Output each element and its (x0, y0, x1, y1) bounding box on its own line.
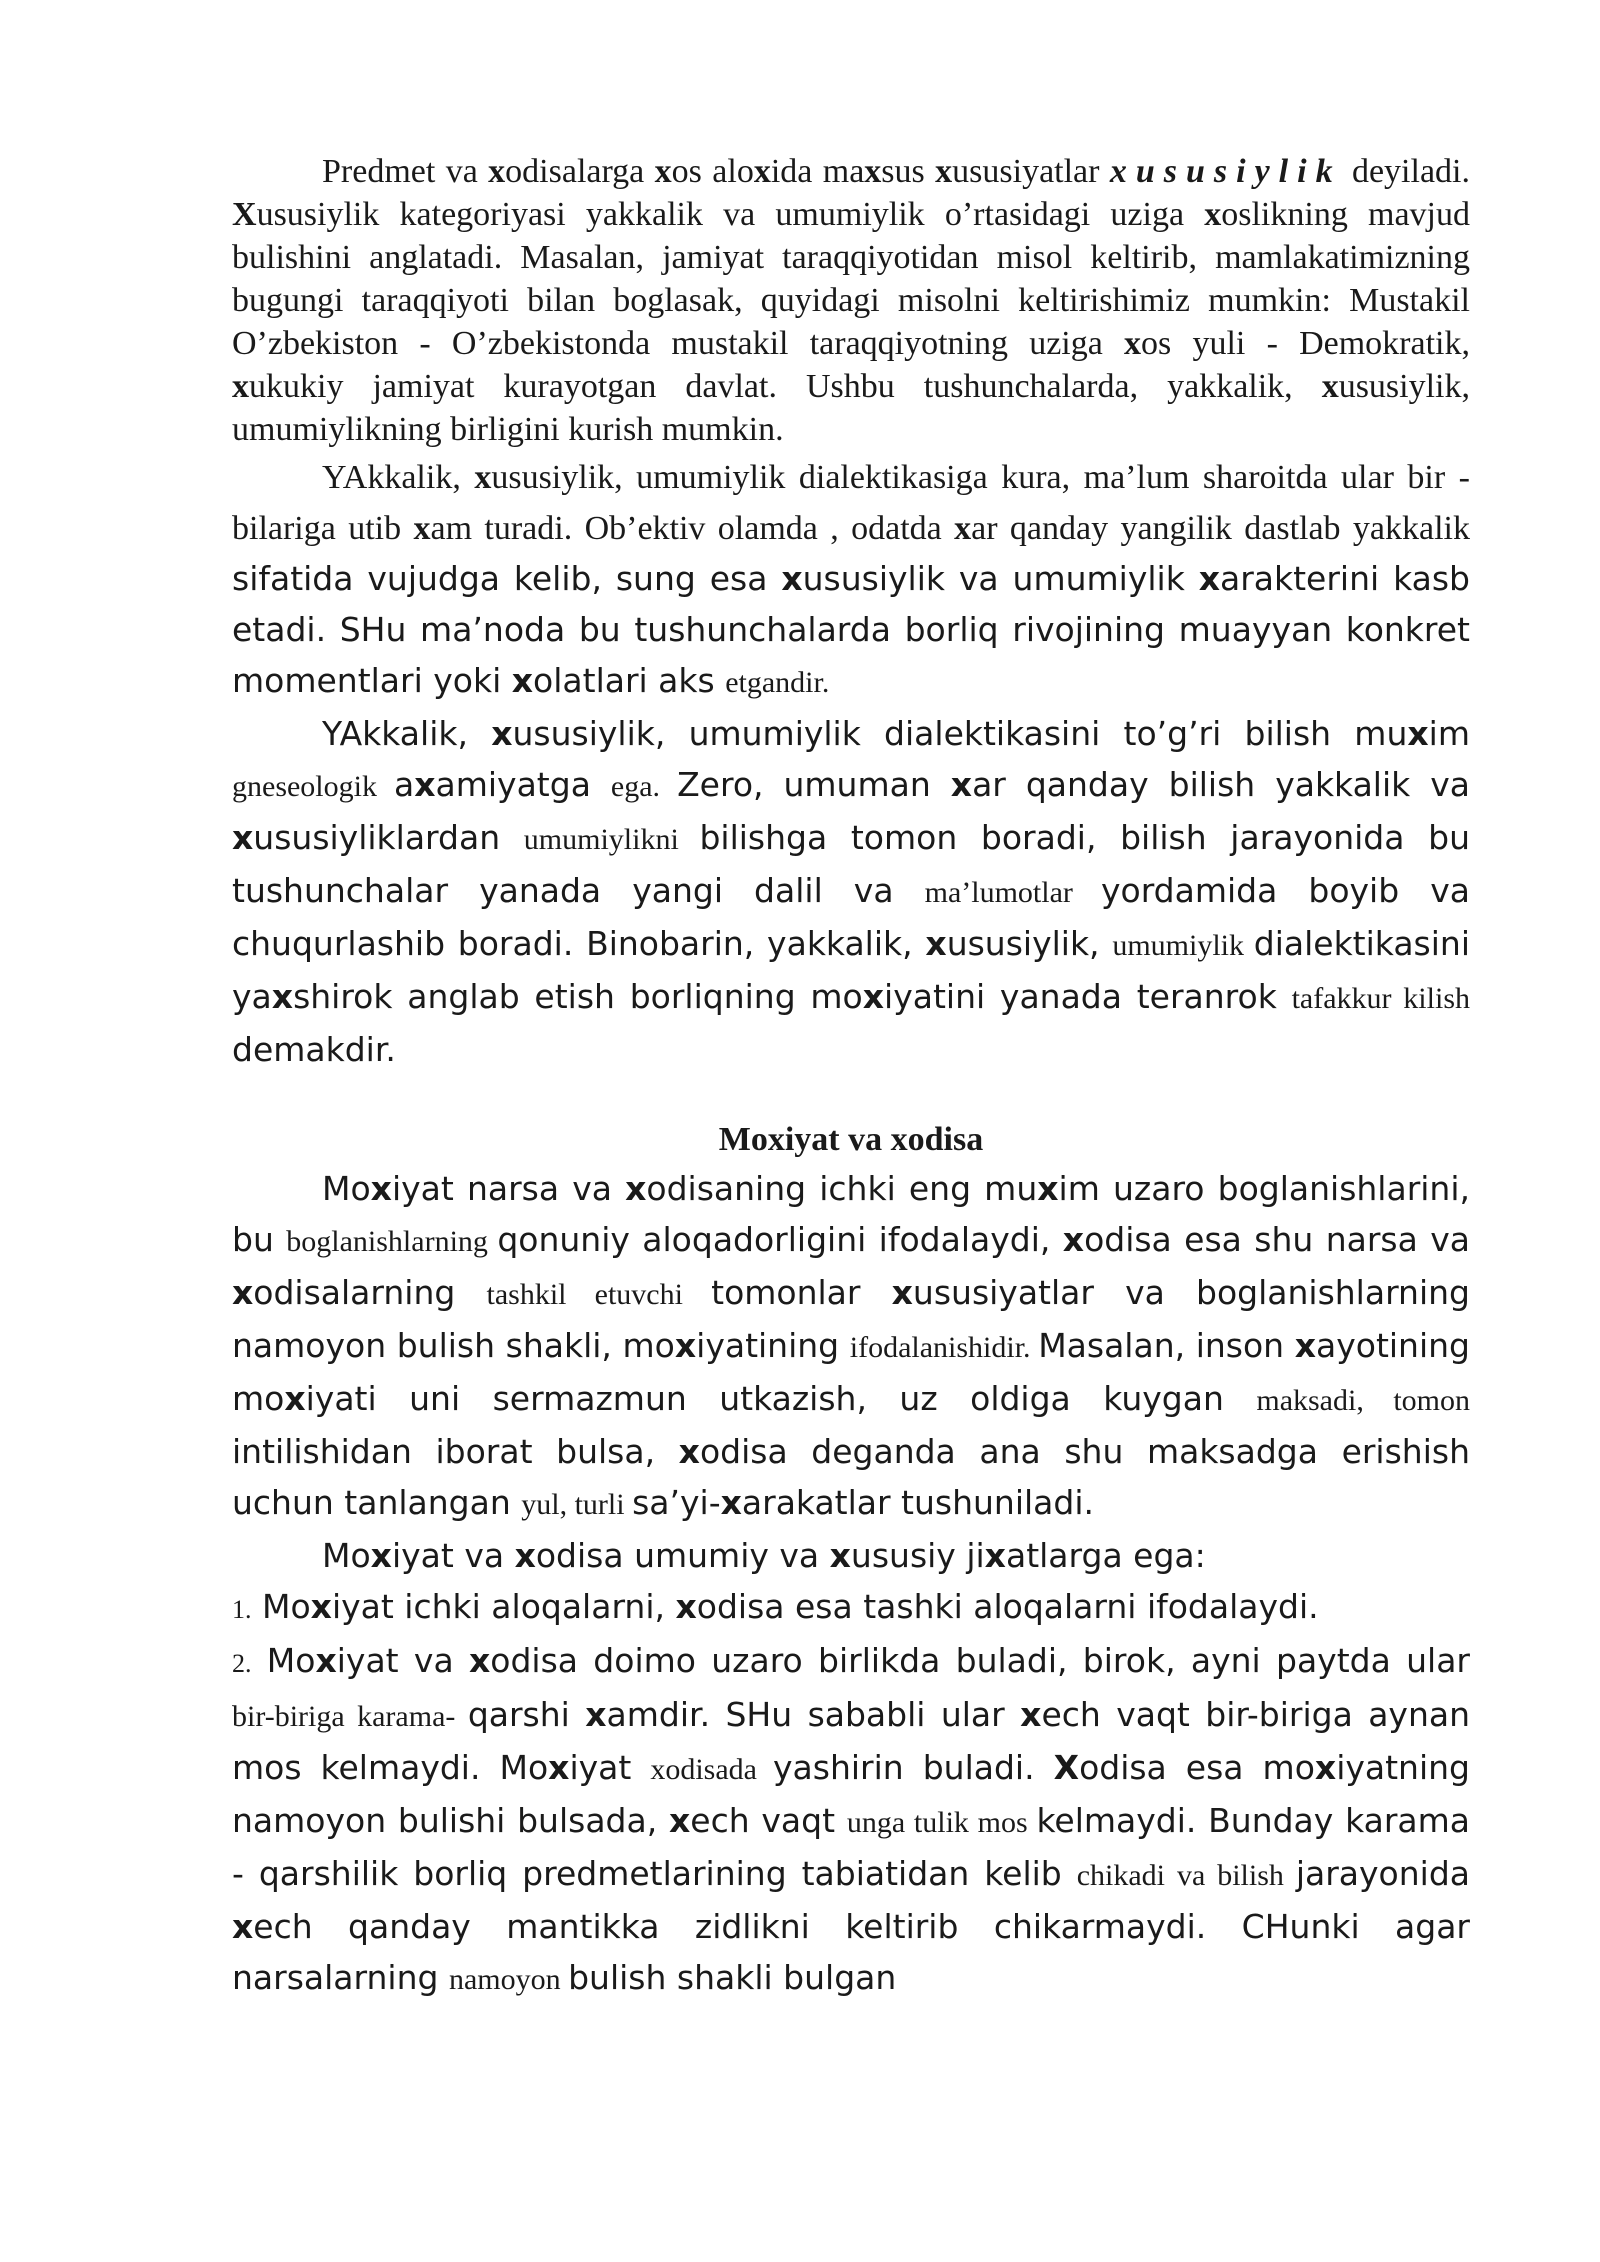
text: olatlari aks (533, 661, 726, 700)
text: boglanishlarning (286, 1225, 498, 1258)
bold-letter: x (284, 1379, 306, 1418)
text: am turadi. Ob’ektiv olamda , odatda (430, 510, 955, 547)
text: ech qanday mantikka zidlikni keltirib chikarmaydi. CHunki agar narsalarning (232, 1907, 1470, 1997)
bold-letter: X (1053, 1748, 1080, 1787)
text: ususiylik, umumiylik dialektikasiga kura, ma’lum sharoitda ular bir - bilariga utib (232, 459, 1471, 547)
text: xodisada (650, 1753, 774, 1786)
bold-letter: x (950, 765, 973, 804)
bold-letter: x (370, 1536, 392, 1575)
bold-letter: x (954, 510, 972, 547)
text: sa’yi- (632, 1483, 721, 1522)
bold-letter: x (232, 368, 249, 405)
section-heading: Moxiyat va xodisa (718, 1121, 984, 1158)
bold-letter: x (488, 153, 506, 190)
text: ususiyatlar (952, 153, 1110, 190)
bold-letter: x (668, 1801, 691, 1840)
text: tomonlar (711, 1273, 892, 1312)
text: chikadi va bilish (1076, 1859, 1296, 1892)
text: sifatida vujudga kelib, sung esa (232, 559, 782, 598)
bold-letter: x (720, 1483, 742, 1522)
paragraph-dialectics (232, 451, 1470, 708)
text: oslikning mavjud bulishini anglatadi. Masalan, jamiyat taraqqiyotidan misol keltirib, mamlakatimizning bugungi taraqqiyoti bilan boglasak, quyidagi misolni keltirishimiz mumkin: Mustakil O’zbekiston - O’zbekistonda mustakil taraqqiyotning uziga (232, 196, 1470, 362)
bold-letter: X (232, 196, 257, 233)
text: arakterini kasb etadi. SHu ma’noda bu tushunchalarda borliq rivojining muayyan konkret momentlari yoki (232, 559, 1470, 700)
text: ususiylik, umumiylikning birligini kurish mumkin. (232, 368, 1470, 448)
text: amiyatga (435, 765, 611, 804)
text: etgandir. (725, 666, 830, 699)
bold-letter: x (1321, 368, 1339, 405)
bold-letter: x (315, 1641, 337, 1680)
text: ususiylik kategoriyasi yakkalik va umumiylik o’rtasidagi uziga (256, 196, 1205, 233)
text: umumiylikni (523, 823, 700, 856)
text: iyatini yanada teranrok (884, 977, 1292, 1016)
text: shirok anglab etish borliqning mo (293, 977, 863, 1016)
text: ususiylik, (946, 924, 1113, 963)
text: ar qanday yangilik dastlab yakkalik (971, 510, 1470, 547)
text: iyati uni sermazmun utkazish, uz oldiga kuygan (305, 1379, 1257, 1418)
bold-letter: x (935, 153, 953, 190)
text: Mo (322, 1169, 371, 1208)
bold-letter: x (864, 153, 882, 190)
text: qarshi (467, 1695, 586, 1734)
text: ukukiy jamiyat kurayotgan davlat. Ushbu tushunchalarda, yakkalik, (249, 368, 1322, 405)
text: kelmaydi. Bunday karama - qarshilik borliq predmetlarining tabiatidan kelib (232, 1801, 1470, 1893)
text: YAkkalik, (322, 459, 475, 496)
text: arakatlar tushuniladi. (741, 1483, 1095, 1522)
bold-letter: x (675, 1587, 697, 1626)
text: dialektikasini ya (232, 924, 1470, 1016)
text: iyatning namoyon bulishi bulsada, (232, 1748, 1470, 1840)
bold-letter: x (625, 1169, 647, 1208)
bold-letter: x (654, 153, 672, 190)
bold-letter: x (414, 765, 436, 804)
text: intilishidan iborat bulsa, (232, 1432, 679, 1471)
bold-letter: x (753, 153, 771, 190)
bold-letter: x (232, 1273, 254, 1312)
text: yashirin buladi. (773, 1748, 1054, 1787)
bold-letter: x (1314, 1748, 1337, 1787)
text: im uzaro boglanishlarini, bu (232, 1169, 1470, 1259)
bold-letter: x (232, 818, 254, 857)
text: im (1428, 714, 1470, 753)
text: iyat va (336, 1641, 469, 1680)
bold-letter: x (925, 924, 947, 963)
text: ech vaqt (690, 1801, 847, 1840)
list-number: 1. (232, 1595, 252, 1624)
text: jarayonida (1295, 1854, 1470, 1893)
text: ususiylik, umumiylik dialektikasini to’g’ri bilish mu (512, 714, 1408, 753)
bold-letter: x (511, 661, 534, 700)
text: Predmet va (322, 153, 489, 190)
bold-letter: x (514, 1536, 536, 1575)
text: umumiylik (1112, 929, 1254, 962)
text: iyat (569, 1748, 651, 1787)
text: namoyon (448, 1963, 569, 1996)
bold-letter: x (370, 1169, 392, 1208)
bold-letter: x (474, 459, 492, 496)
term-xususiylik: xususiylik (1109, 153, 1342, 190)
text: odisalarga (505, 153, 655, 190)
bold-letter: x (1062, 1220, 1085, 1259)
text: deyiladi. (1341, 153, 1470, 190)
bold-letter: x (674, 1326, 697, 1365)
bold-letter: x (1294, 1326, 1316, 1365)
text: YAkkalik, (322, 714, 492, 753)
text: tashkil etuvchi (486, 1278, 712, 1311)
text: odisa esa tashki aloqalarni ifodalaydi. (696, 1587, 1319, 1626)
text: ayotining mo (232, 1326, 1470, 1418)
paragraph-knowledge (232, 708, 1470, 1075)
paragraph-aspects-intro (232, 1530, 1470, 1581)
bold-letter: x (585, 1695, 607, 1734)
paragraph-essence (232, 1163, 1470, 1530)
text: ususiyliklardan (253, 818, 524, 857)
bold-letter: x (310, 1587, 332, 1626)
text: iyatining (696, 1326, 850, 1365)
text: odisaning ichki eng mu (646, 1169, 1038, 1208)
list-item-2 (232, 1635, 1470, 2005)
bold-letter: x (271, 977, 294, 1016)
text: odisa esa mo (1079, 1748, 1315, 1787)
text: atlarga ega: (1005, 1536, 1206, 1575)
text: ususiylik va umumiylik (802, 559, 1199, 598)
text: bilishga tomon boradi, bilish jarayonida bu tushunchalar yanada yangi dalil va (232, 818, 1470, 910)
text: tafakkur kilish (1291, 982, 1470, 1015)
text: maksadi, tomon (1256, 1384, 1470, 1417)
text: ususiy ji (850, 1536, 985, 1575)
paragraph-specificity (232, 150, 1470, 451)
text: unga tulik mos (846, 1806, 1037, 1839)
text: demakdir. (232, 1030, 396, 1069)
text: yordamida boyib va chuqurlashib boradi. Binobarin, yakkalik, (232, 871, 1470, 963)
bold-letter: x (232, 1907, 254, 1946)
text: sus (881, 153, 936, 190)
bold-letter: x (1037, 1169, 1059, 1208)
text: ech vaqt bir-biriga aynan mos kelmaydi. Mo (232, 1695, 1471, 1787)
bold-letter: x (491, 714, 513, 753)
bold-letter: x (413, 510, 431, 547)
text: iyat ichki aloqalarni, (331, 1587, 676, 1626)
text: bir-biriga karama- (232, 1700, 468, 1733)
text: yul, turli (521, 1488, 633, 1521)
text: Mo (251, 1587, 311, 1626)
bold-letter: x (891, 1273, 913, 1312)
bold-letter: x (1124, 325, 1142, 362)
text: ma’lumotlar (924, 876, 1101, 909)
text: odisa deganda ana shu maksadga erishish uchun tanlangan (232, 1432, 1470, 1522)
text: qonuniy aloqadorligini ifodalaydi, (497, 1220, 1063, 1259)
bold-letter: x (1407, 714, 1429, 753)
list-item-1 (232, 1581, 1470, 1635)
text: ar qanday bilish yakkalik va (972, 765, 1471, 804)
bold-letter: x (548, 1748, 570, 1787)
text: odisa umumiy va (535, 1536, 830, 1575)
bold-letter: x (829, 1536, 851, 1575)
text: ifodalanishidir. (849, 1331, 1039, 1364)
text: iyat narsa va (391, 1169, 626, 1208)
bold-letter: x (781, 559, 803, 598)
text: gneseologik (232, 770, 394, 803)
bold-letter: x (468, 1641, 491, 1680)
list-number: 2. (232, 1649, 252, 1678)
bold-letter: x (1020, 1695, 1042, 1734)
text: Mo (322, 1536, 371, 1575)
text: bulish shakli bulgan (568, 1958, 897, 1997)
text: odisa doimo uzaro birlikda buladi, birok, ayni paytda ular (490, 1641, 1470, 1680)
text: Zero, umuman (677, 765, 951, 804)
text: odisalarning (253, 1273, 487, 1312)
text: os alo (671, 153, 754, 190)
bold-letter: x (678, 1432, 700, 1471)
text: Mo (251, 1641, 316, 1680)
text: amdir. SHu sababli ular (606, 1695, 1021, 1734)
text: ega. (610, 770, 678, 803)
bold-letter: x (1198, 559, 1220, 598)
document-page (232, 150, 1470, 2005)
bold-letter: x (1204, 196, 1222, 233)
text: ida ma (770, 153, 865, 190)
bold-letter: x (862, 977, 885, 1016)
text: odisa esa shu narsa va (1084, 1220, 1470, 1259)
bold-letter: x (984, 1536, 1006, 1575)
text: ususiyatlar va boglanishlarning namoyon bulish shakli, mo (232, 1273, 1470, 1365)
text: iyat va (391, 1536, 515, 1575)
text: Masalan, inson (1038, 1326, 1295, 1365)
text: os yuli - Demokratik, (1141, 325, 1470, 362)
text: a (393, 765, 415, 804)
